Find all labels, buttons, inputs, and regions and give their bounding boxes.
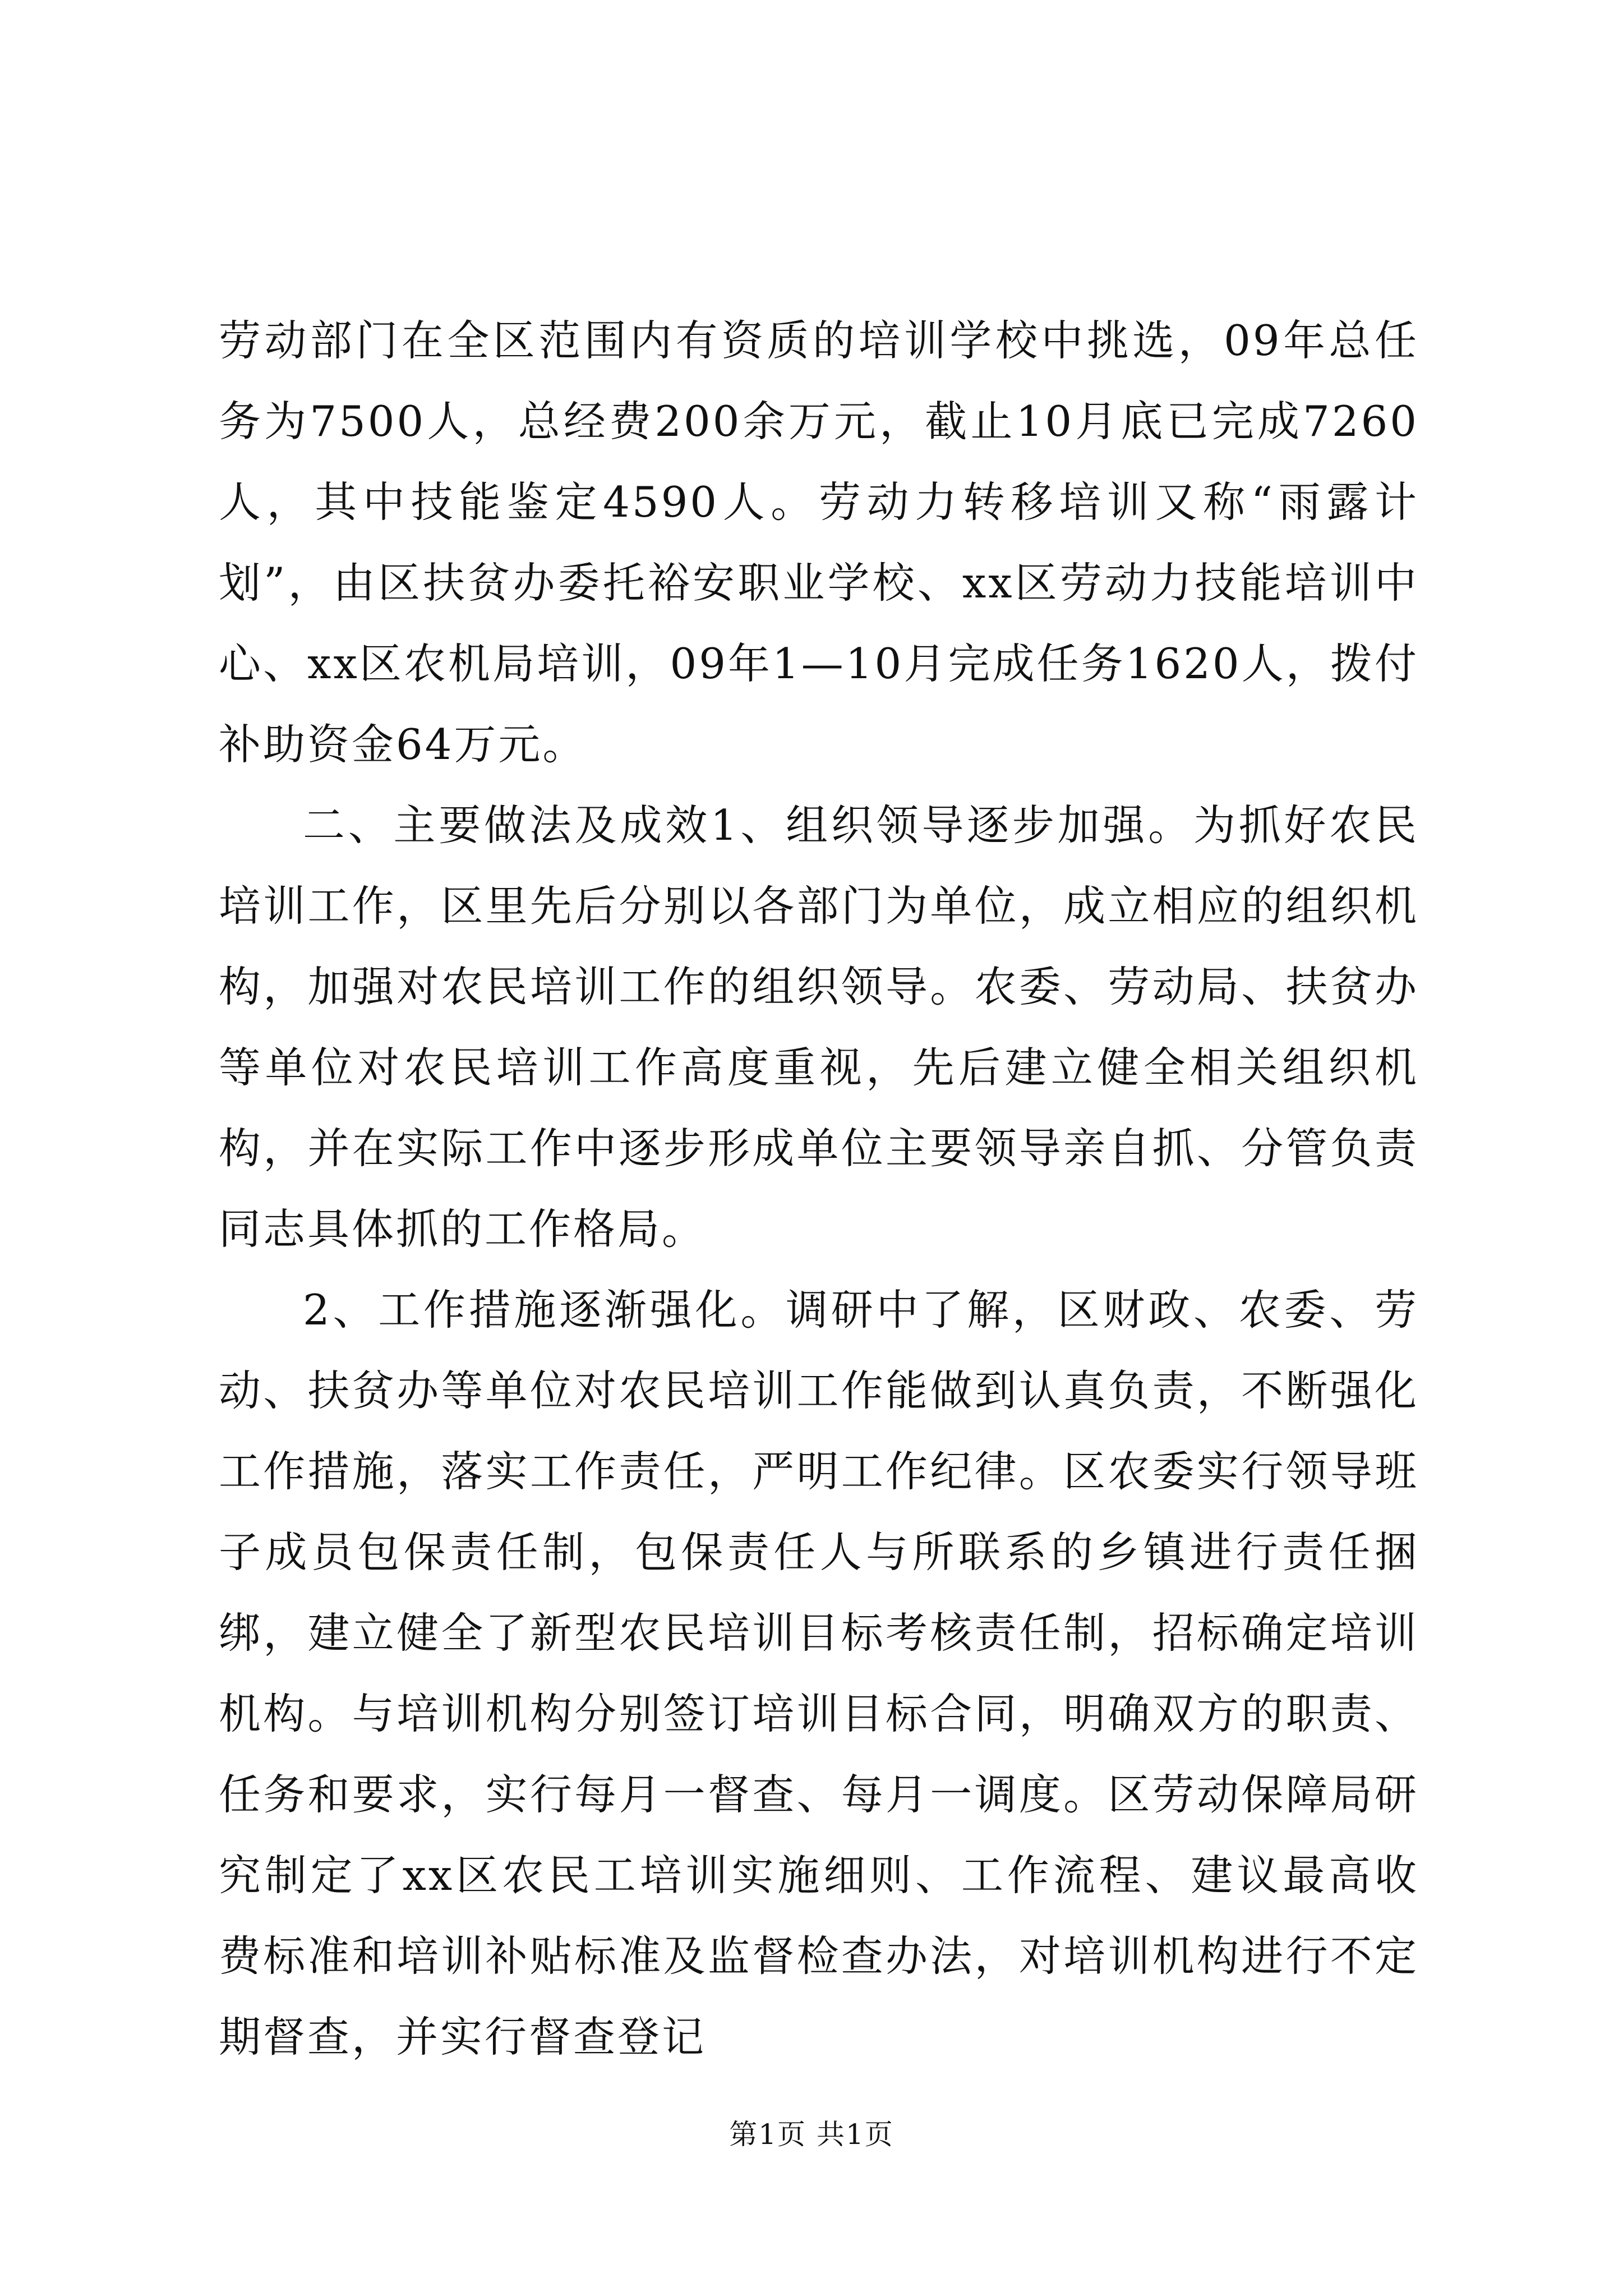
- paragraph-section-two: 二、主要做法及成效1、组织领导逐步加强。为抓好农民培训工作，区里先后分别以各部门为单位，成立相应的组织机构，加强对农民培训工作的组织领导。农委、劳动局、扶贫办等单位对农民培训工作高度重视，先后建立健全相关组织机构，并在实际工作中逐步形成单位主要领导亲自抓、分管负责同志具体抓的工作格局。: [219, 800, 1419, 1254]
- paragraph-continuation: 劳动部门在全区范围内有资质的培训学校中挑选，09年总任务为7500人，总经费200余万元，截止10月底已完成7260人，其中技能鉴定4590人。劳动力转移培训又称“雨露计划”，由区扶贫办委托裕安职业学校、xx区劳动力技能培训中心、xx区农机局培训，09年1—10月完成任务1620人，拨付补助资金64万元。: [219, 316, 1419, 769]
- paragraph-measures: 2、工作措施逐渐强化。调研中了解，区财政、农委、劳动、扶贫办等单位对农民培训工作能做到认真负责，不断强化工作措施，落实工作责任，严明工作纪律。区农委实行领导班子成员包保责任制，包保责任人与所联系的乡镇进行责任捆绑，建立健全了新型农民培训目标考核责任制，招标确定培训机构。与培训机构分别签订培训目标合同，明确双方的职责、任务和要求，实行每月一督查、每月一调度。区劳动保障局研究制定了xx区农民工培训实施细则、工作流程、建议最高收费标准和培训补贴标准及监督检查办法，对培训机构进行不定期督查，并实行督查登记: [219, 1285, 1419, 2062]
- document-body: [219, 300, 1419, 2077]
- page-footer: 第1页 共1页: [729, 2118, 894, 2151]
